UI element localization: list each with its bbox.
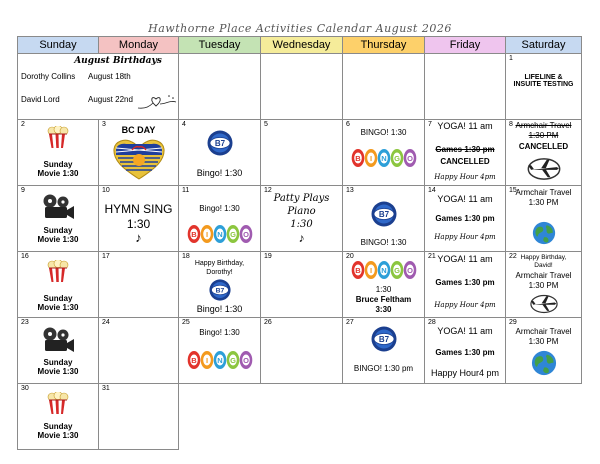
event-text: Happy Birthday, <box>194 260 245 267</box>
day-number: 14 <box>428 187 436 194</box>
day-number: 8 <box>509 121 513 128</box>
day-number: 4 <box>182 121 186 128</box>
bingo-letter: B <box>190 356 197 365</box>
day-number: 17 <box>102 253 110 260</box>
bingo-letter: I <box>205 356 208 365</box>
day-number: 9 <box>21 187 25 194</box>
event-text: Bingo! 1:30 <box>199 328 240 337</box>
header-saturday: Saturday <box>506 37 582 54</box>
bingo-letter: N <box>216 356 223 365</box>
music-note-icon: ♪ <box>135 230 142 245</box>
bingo-ball-icon <box>207 130 233 156</box>
day-number: 18 <box>182 253 190 260</box>
day-cell-28 <box>425 318 506 384</box>
header-tuesday: Tuesday <box>179 37 261 54</box>
day-number: 24 <box>102 319 110 326</box>
day-cell-24 <box>99 318 179 384</box>
day-cell-25 <box>179 318 261 384</box>
bingo-letter: B <box>354 266 361 275</box>
event-text: YOGA! 11 am <box>437 254 493 264</box>
day-cell-31 <box>99 384 179 450</box>
globe-icon <box>532 221 556 245</box>
event-text: Sunday Movie 1:30 <box>37 358 79 376</box>
bingo-letter: B <box>190 230 197 239</box>
bingo-letter: I <box>369 154 372 163</box>
bingo-letter: G <box>393 266 400 275</box>
day-cell-empty <box>425 54 506 120</box>
bingo-ball-icon <box>209 279 231 301</box>
day-number: 13 <box>346 187 354 194</box>
event-text: CANCELLED <box>518 142 569 151</box>
event-text: Happy Hour 4pm <box>434 233 496 241</box>
empty-area <box>179 384 582 450</box>
birthday-name-1: Dorothy Collins <box>21 72 76 81</box>
event-text: Bingo! 1:30 <box>196 168 243 178</box>
birthday-date-1: August 18th <box>88 72 131 81</box>
day-cell-30 <box>18 384 99 450</box>
bingo-letter: B <box>354 154 361 163</box>
globe-icon <box>531 350 557 376</box>
bingo-letter: I <box>369 266 372 275</box>
day-cell-27 <box>343 318 425 384</box>
day-cell-4 <box>179 120 261 186</box>
airplane-icon <box>524 157 564 181</box>
event-text: Happy Hour 4pm <box>434 301 496 309</box>
event-text: YOGA! 11 am <box>437 326 493 336</box>
day-cell-7 <box>425 120 506 186</box>
bingo-balls-icon <box>351 148 417 168</box>
film-camera-icon <box>41 327 75 353</box>
day-cell-20 <box>343 252 425 318</box>
day-cell-17 <box>99 252 179 318</box>
bingo-ball-icon <box>371 326 397 352</box>
event-text: BINGO! 1:30 pm <box>353 364 414 373</box>
bingo-ball-icon <box>371 201 397 227</box>
day-number: 20 <box>346 253 354 260</box>
day-cell-3 <box>99 120 179 186</box>
day-cell-empty <box>261 54 343 120</box>
day-number: 21 <box>428 253 436 260</box>
day-cell-9 <box>18 186 99 252</box>
day-cell-2 <box>18 120 99 186</box>
bingo-letter: N <box>380 154 387 163</box>
calendar-grid <box>17 36 581 450</box>
event-text: Armchair Travel <box>515 188 572 197</box>
day-cell-21 <box>425 252 506 318</box>
event-text: Armchair Travel <box>515 327 572 336</box>
day-number: 31 <box>102 385 110 392</box>
day-number: 28 <box>428 319 436 326</box>
event-text: 1:30 <box>126 217 151 231</box>
day-number: 1 <box>509 55 513 62</box>
event-text: Bruce Feltham <box>355 295 412 304</box>
day-number: 27 <box>346 319 354 326</box>
popcorn-icon <box>46 392 70 414</box>
popcorn-icon <box>46 260 70 282</box>
header-monday: Monday <box>99 37 179 54</box>
day-cell-14 <box>425 186 506 252</box>
event-text: YOGA! 11 am <box>437 121 493 131</box>
event-text: Games 1:30 pm <box>435 278 495 287</box>
event-text: Armchair Travel <box>515 271 572 280</box>
day-cell-12 <box>261 186 343 252</box>
day-number: 22 <box>509 253 517 260</box>
day-number: 19 <box>264 253 272 260</box>
day-cell-26 <box>261 318 343 384</box>
day-number: 23 <box>21 319 29 326</box>
event-text: Games 1:30 pm <box>435 214 495 223</box>
svg-text:B7: B7 <box>215 287 224 295</box>
weekday-header-row <box>18 37 582 54</box>
event-text: Happy Hour 4pm <box>434 173 496 181</box>
day-number: 3 <box>102 121 106 128</box>
day-cell-29 <box>506 318 582 384</box>
bingo-balls-icon <box>351 260 417 280</box>
event-text: Sunday Movie 1:30 <box>37 422 79 440</box>
event-text: 1:30 <box>290 219 313 230</box>
bc-flag-heart-icon <box>112 138 166 180</box>
header-wednesday: Wednesday <box>261 37 343 54</box>
day-number: 2 <box>21 121 25 128</box>
event-text: Sunday Movie 1:30 <box>37 294 79 312</box>
day-number: 11 <box>182 187 190 194</box>
event-text: 1:30 PM <box>528 131 559 140</box>
film-camera-icon <box>41 194 75 220</box>
header-thursday: Thursday <box>343 37 425 54</box>
svg-text:B7: B7 <box>378 335 389 344</box>
event-text: CANCELLED <box>440 157 490 166</box>
bingo-letter: G <box>393 154 400 163</box>
event-text: HYMN SING <box>104 202 173 216</box>
bingo-letter: O <box>242 356 249 365</box>
event-text: David! <box>534 262 553 269</box>
day-number: 6 <box>346 121 350 128</box>
event-text: LIFELINE & INSUITE TESTING <box>513 74 574 88</box>
day-number: 29 <box>509 319 517 326</box>
event-text: Sunday Movie 1:30 <box>37 160 79 178</box>
calendar-title: Hawthorne Place Activities Calendar August 2026 <box>148 22 452 35</box>
day-cell-6 <box>343 120 425 186</box>
header-friday: Friday <box>425 37 506 54</box>
bingo-letter: O <box>406 266 413 275</box>
day-cell-1 <box>506 54 582 120</box>
event-text: Bingo! 1:30 <box>199 204 240 213</box>
event-text: 1:30 <box>375 285 392 294</box>
birthday-name-2: David Lord <box>21 95 60 104</box>
bingo-letter: I <box>205 230 208 239</box>
airplane-icon <box>528 294 560 314</box>
day-cell-empty <box>343 54 425 120</box>
bingo-letter: N <box>216 230 223 239</box>
day-cell-empty <box>179 54 261 120</box>
bingo-letter: O <box>406 154 413 163</box>
day-cell-22 <box>506 252 582 318</box>
day-cell-11 <box>179 186 261 252</box>
bingo-letter: N <box>380 266 387 275</box>
event-text: Dorothy! <box>206 269 233 276</box>
music-note-icon: ♪ <box>298 231 305 245</box>
event-text: Games 1:30 pm <box>435 145 495 154</box>
event-text: BINGO! 1:30 <box>360 128 407 137</box>
day-number: 16 <box>21 253 29 260</box>
bingo-letter: O <box>242 230 249 239</box>
day-cell-18 <box>179 252 261 318</box>
event-text: 3:30 <box>375 305 392 314</box>
event-text: 1:30 PM <box>528 198 559 207</box>
event-text: BC DAY <box>121 125 156 135</box>
day-cell-5 <box>261 120 343 186</box>
event-text: Bingo! 1:30 <box>196 304 243 314</box>
day-cell-13 <box>343 186 425 252</box>
svg-text:B7: B7 <box>378 210 389 219</box>
event-text: 1:30 PM <box>528 281 559 290</box>
day-cell-8 <box>506 120 582 186</box>
day-cell-23 <box>18 318 99 384</box>
day-number: 26 <box>264 319 272 326</box>
svg-text:B7: B7 <box>214 139 225 148</box>
event-text: YOGA! 11 am <box>437 194 493 204</box>
day-cell-16 <box>18 252 99 318</box>
event-text: Sunday Movie 1:30 <box>37 226 79 244</box>
bingo-letter: G <box>229 230 236 239</box>
day-number: 25 <box>182 319 190 326</box>
bingo-balls-icon <box>187 350 253 370</box>
event-text: Armchair Travel <box>515 121 572 130</box>
event-text: Happy Hour4 pm <box>430 368 500 378</box>
bingo-balls-icon <box>187 224 253 244</box>
day-number: 12 <box>264 187 272 194</box>
day-cell-19 <box>261 252 343 318</box>
day-number: 15 <box>509 187 517 194</box>
event-text: Patty Plays <box>273 193 330 204</box>
event-text: Piano <box>287 206 316 217</box>
event-text: Games 1:30 pm <box>435 348 495 357</box>
header-sunday: Sunday <box>18 37 99 54</box>
event-text: Happy Birthday, <box>520 254 567 261</box>
day-cell-15 <box>506 186 582 252</box>
popcorn-icon <box>46 126 70 148</box>
day-number: 30 <box>21 385 29 392</box>
birthdays-heading: August Birthdays <box>74 56 162 66</box>
day-number: 7 <box>428 121 432 128</box>
heart-doodle-icon <box>136 90 178 112</box>
day-number: 10 <box>102 187 110 194</box>
day-number: 5 <box>264 121 268 128</box>
birthday-date-2: August 22nd <box>88 95 133 104</box>
event-text: 1:30 PM <box>528 337 559 346</box>
birthdays-cell <box>18 54 179 120</box>
day-cell-10 <box>99 186 179 252</box>
bingo-letter: G <box>229 356 236 365</box>
event-text: BINGO! 1:30 <box>360 238 407 247</box>
